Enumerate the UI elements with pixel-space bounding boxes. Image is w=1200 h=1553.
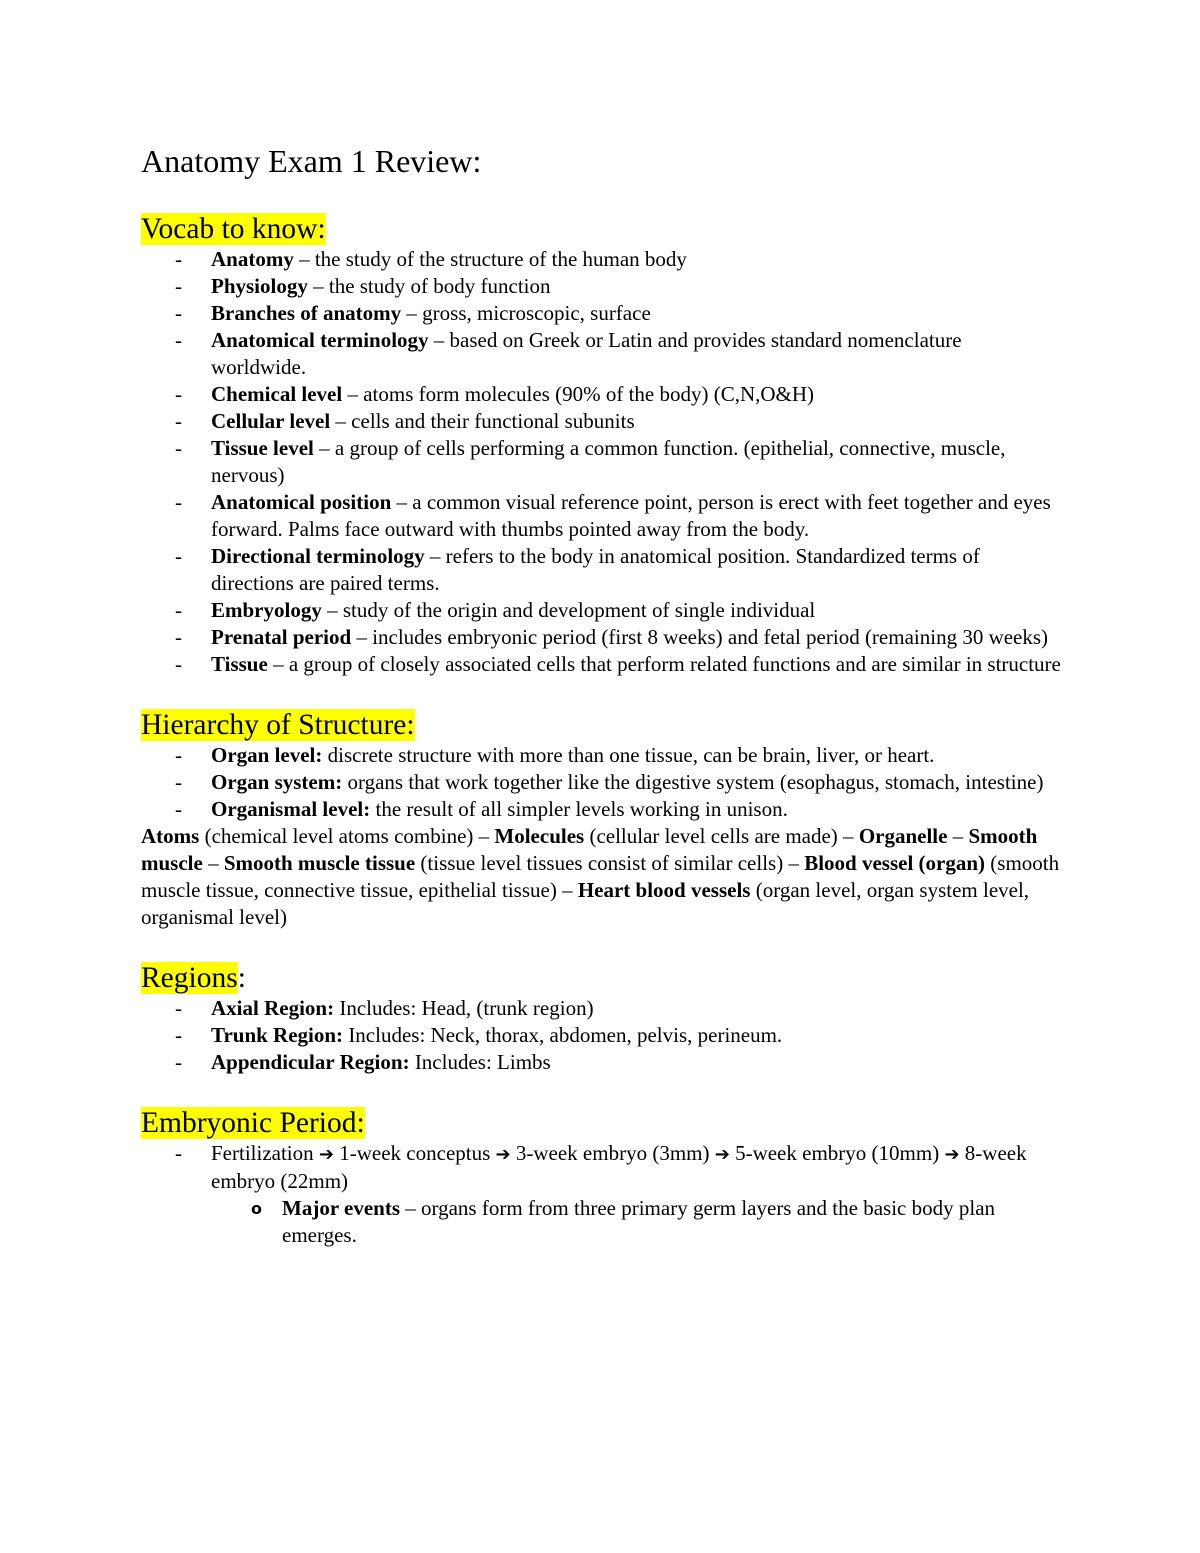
list-item: - Directional terminology – refers to the body in anatomical position. Standardized terms of directions are paired terms.	[175, 544, 980, 595]
list-item: - Tissue – a group of closely associated cells that perform related functions and are similar in structure	[175, 652, 1061, 676]
arrow-right-icon: ➔	[714, 1144, 730, 1165]
document-title: Anatomy Exam 1 Review:	[141, 143, 482, 179]
embryonic-list	[141, 1140, 1061, 1249]
list-item: - Anatomical position – a common visual reference point, person is erect with feet together and eyes forward. Palms face outward with thumbs pointed away from the body.	[175, 490, 1051, 541]
list-item: - Axial Region: Includes: Head, (trunk region)	[175, 996, 594, 1020]
hierarchy-list	[141, 742, 1061, 823]
regions-heading: Regions:	[141, 962, 246, 994]
list-item: - Tissue level – a group of cells performing a common function. (epithelial, connective, muscle, nervous)	[175, 436, 1006, 487]
embryonic-sublist	[141, 1195, 1061, 1249]
list-item: - Appendicular Region: Includes: Limbs	[175, 1050, 551, 1074]
arrow-right-icon: ➔	[495, 1144, 511, 1165]
list-item: - Cellular level – cells and their functional subunits	[175, 409, 635, 433]
arrow-right-icon: ➔	[944, 1144, 960, 1165]
list-item: - Anatomy – the study of the structure of the human body	[175, 247, 687, 271]
embryonic-section	[141, 1106, 1061, 1249]
list-item: - Branches of anatomy – gross, microscopic, surface	[175, 301, 651, 325]
list-item: - Organismal level: the result of all simpler levels working in unison.	[175, 797, 788, 821]
vocab-list	[141, 246, 1061, 678]
list-item: - Chemical level – atoms form molecules (90% of the body) (C,N,O&H)	[175, 382, 815, 406]
embryonic-heading: Embryonic Period:	[141, 1107, 365, 1139]
list-item: - Prenatal period – includes embryonic period (first 8 weeks) and fetal period (remaining 30 weeks)	[175, 625, 1049, 649]
list-item: - Trunk Region: Includes: Neck, thorax, abdomen, pelvis, perineum.	[175, 1023, 783, 1047]
hierarchy-section	[141, 708, 1061, 931]
regions-list	[141, 995, 1061, 1076]
vocab-section	[141, 212, 1061, 678]
regions-section	[141, 961, 1061, 1076]
vocab-heading: Vocab to know:	[141, 213, 326, 245]
list-item: o Major events – organs form from three primary germ layers and the basic body plan emerges.	[251, 1196, 996, 1247]
list-item: - Embryology – study of the origin and development of single individual	[175, 598, 816, 622]
list-item: - Organ level: discrete structure with more than one tissue, can be brain, liver, or heart.	[175, 743, 935, 767]
list-item: - Physiology – the study of body function	[175, 274, 551, 298]
list-item: - Anatomical terminology – based on Greek or Latin and provides standard nomenclature worldwide.	[175, 328, 962, 379]
list-item: - Organ system: organs that work together like the digestive system (esophagus, stomach, intestine)	[175, 770, 1044, 794]
hierarchy-heading: Hierarchy of Structure:	[141, 709, 415, 741]
list-item: - Fertilization ➔ 1-week conceptus ➔ 3-week embryo (3mm) ➔ 5-week embryo (10mm) ➔ 8-week embryo (22mm) o Major events – organs form from three primary germ layers and the basic body plan emerges.	[141, 1140, 1061, 1249]
document-page	[141, 138, 1061, 1279]
arrow-right-icon: ➔	[318, 1144, 334, 1165]
hierarchy-chain-paragraph: Atoms (chemical level atoms combine) – Molecules (cellular level cells are made) – Organelle – Smooth muscle – Smooth muscle tissue (tissue level tissues consist of similar cells) – Blood vessel (organ) (smooth muscle tissue, connective tissue, epithelial tissue) – Heart blood vessels (organ level, organ system level, organismal level)	[141, 824, 1060, 929]
